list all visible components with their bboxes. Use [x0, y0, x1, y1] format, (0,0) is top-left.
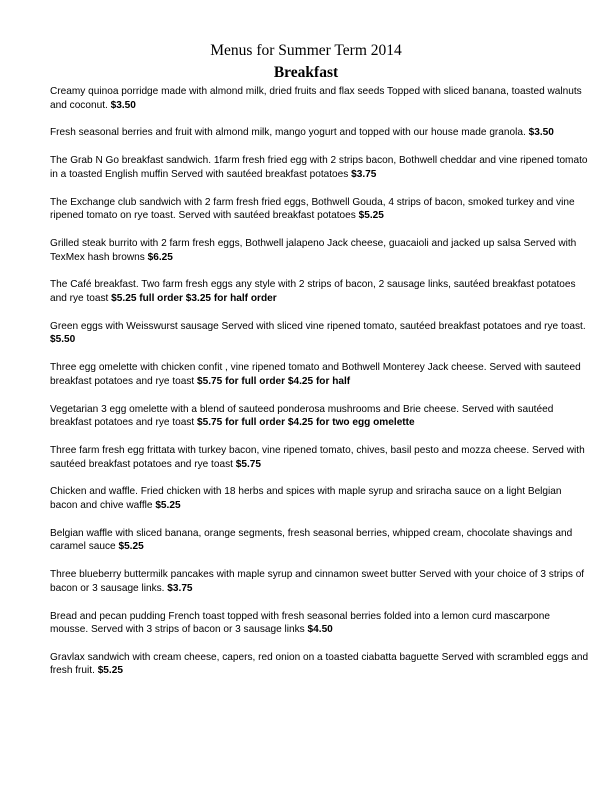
menu-item	[50, 444, 590, 471]
menu-item	[50, 126, 590, 140]
item-description: Bread and pecan pudding French toast topped with fresh seasonal berries folded into a lemon curd mascarpone mousse. Served with 3 strips of bacon or 3 sausage links	[50, 610, 550, 636]
section-title-breakfast: Breakfast	[273, 64, 339, 81]
menu-item	[50, 651, 590, 678]
item-description: Chicken and waffle. Fried chicken with 18 herbs and spices with maple syrup and sriracha sauce on a light Belgian bacon and chive waffle	[50, 486, 562, 511]
item-price: $5.75 for full order $4.25 for two egg omelette	[197, 417, 415, 429]
item-price: $3.75	[167, 582, 193, 594]
item-description: Three blueberry buttermilk pancakes with maple syrup and cinnamon sweet butter Served with your choice of 3 strips of bacon or 3 sausage links.	[50, 569, 585, 594]
item-price: $5.25 full order $3.25 for half order	[111, 292, 277, 304]
menu-item	[50, 610, 590, 637]
menu-item	[50, 237, 590, 264]
menu-item	[50, 196, 590, 223]
item-price: $5.25	[155, 499, 181, 511]
breakfast-menu-list	[50, 85, 590, 692]
menu-item	[50, 527, 590, 554]
item-price: $3.50	[528, 127, 554, 139]
item-price: $5.75 for full order $4.25 for half	[197, 375, 351, 387]
item-price: $6.25	[147, 251, 173, 263]
item-price: $5.50	[50, 334, 76, 346]
item-description: Creamy quinoa porridge made with almond milk, dried fruits and flax seeds Topped with sliced banana, toasted walnuts and coconut.	[50, 86, 582, 111]
item-description: The Exchange club sandwich with 2 farm fresh fried eggs, Bothwell Gouda, 4 strips of bacon, smoked turkey and vine ripened tomato on rye toast. Served with sautéed breakfast potatoes	[50, 196, 575, 222]
menu-item	[50, 568, 590, 595]
menu-item	[50, 154, 590, 181]
item-price: $5.25	[358, 210, 384, 222]
item-price: $4.50	[307, 624, 333, 636]
item-description: Gravlax sandwich with cream cheese, capers, red onion on a toasted ciabatta baguette Served with scrambled eggs and fresh fruit.	[50, 651, 589, 677]
menu-item	[50, 485, 590, 512]
item-description: Vegetarian 3 egg omelette with a blend of sauteed ponderosa mushrooms and Brie cheese. Served with sautéed breakfast potatoes and rye toast	[50, 403, 554, 429]
menu-item	[50, 278, 590, 305]
item-description: The Café breakfast. Two farm fresh eggs any style with 2 strips of bacon, 2 sausage links, sautéed breakfast potatoes and rye toast	[50, 279, 576, 304]
menu-item	[50, 361, 590, 388]
menu-item	[50, 320, 590, 347]
item-description: Three egg omelette with chicken confit , vine ripened tomato and Bothwell Monterey Jack cheese. Served with sauteed breakfast potatoes and rye toast	[50, 362, 581, 387]
item-price: $5.25	[97, 665, 123, 677]
item-description: Three farm fresh egg frittata with turkey bacon, vine ripened tomato, chives, basil pesto and mozza cheese. Served with sautéed breakfast potatoes and rye toast	[50, 445, 585, 470]
item-description: Fresh seasonal berries and fruit with almond milk, mango yogurt and topped with our house made granola.	[50, 127, 529, 139]
document-title: Menus for Summer Term 2014	[210, 42, 402, 59]
item-description: Belgian waffle with sliced banana, orange segments, fresh seasonal berries, whipped cream, chocolate shavings and caramel sauce	[50, 527, 573, 553]
item-description: The Grab N Go breakfast sandwich. 1farm fresh fried egg with 2 strips bacon, Bothwell cheddar and vine ripened tomato in a toasted English muffin Served with sautéed breakfast potatoes	[50, 155, 588, 180]
item-description: Green eggs with Weisswurst sausage Served with sliced vine ripened tomato, sautéed breakfast potatoes and rye toast.	[50, 320, 586, 332]
item-price: $5.75	[235, 458, 261, 470]
menu-item	[50, 85, 590, 112]
item-price: $3.75	[351, 168, 377, 180]
item-price: $5.25	[118, 541, 144, 553]
item-description: Grilled steak burrito with 2 farm fresh eggs, Bothwell jalapeno Jack cheese, guacaioli and jacked up salsa Served with TexMex hash browns	[50, 238, 577, 263]
item-price: $3.50	[110, 99, 136, 111]
menu-item	[50, 403, 590, 430]
